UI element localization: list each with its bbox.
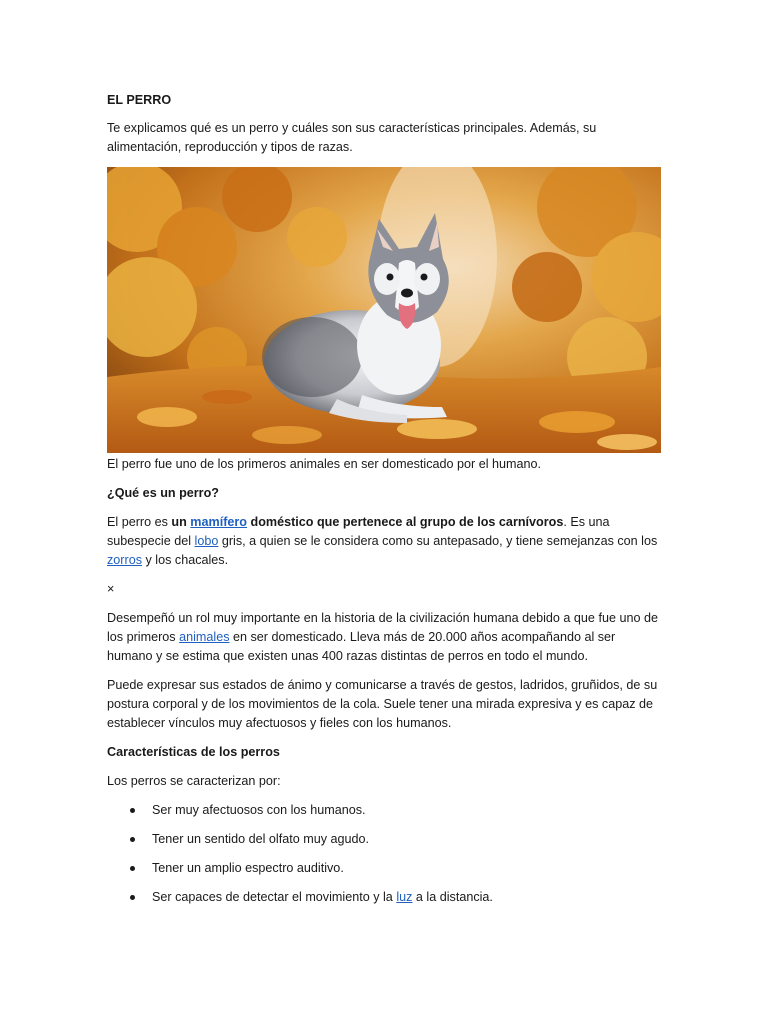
bold-run: un [171, 515, 191, 529]
document-content [107, 91, 663, 917]
list-item: Ser muy afectuosos con los humanos. [107, 801, 663, 820]
image-caption: El perro fue uno de los primeros animales en ser domesticado por el humano. [107, 457, 542, 471]
document-title: EL PERRO [107, 93, 172, 107]
characteristics-list [107, 801, 663, 907]
text-run: gris, a quien se le considera como su antepasado, y tiene semejanzas con los [218, 534, 658, 548]
paragraph-definition [107, 513, 663, 570]
text-run: a la distancia. [412, 890, 493, 904]
list-item: Tener un sentido del olfato muy agudo. [107, 830, 663, 849]
bold-run: doméstico que pertenece al grupo de los carnívoros [247, 515, 564, 529]
paragraph-expression: Puede expresar sus estados de ánimo y comunicarse a través de gestos, ladridos, gruñidos, de su postura corporal y de los movimientos de la cola. Suele tener una mirada expresiva y es capaz de establecer vínculos muy afectuosos y fieles con los humanos. [107, 678, 658, 730]
link-lobo[interactable]: lobo [194, 534, 219, 548]
list-item: Tener un amplio espectro auditivo. [107, 859, 663, 878]
text-run: Desempeñó un rol muy importante en la historia de la civilización humana debido a que fue uno de los primeros [107, 611, 658, 644]
intro-paragraph: Te explicamos qué es un perro y cuáles son sus características principales. Además, su alimentación, reproducción y tipos de razas. [107, 121, 597, 154]
section-heading-what-is: ¿Qué es un perro? [107, 486, 219, 500]
text-run: en ser domesticado. Lleva más de 20.000 años acompañando al ser humano y se estima que existen unas 400 razas distintas de perros en todo el mundo. [107, 630, 616, 663]
characteristics-lead: Los perros se caracterizan por: [107, 774, 281, 788]
link-animales[interactable]: animales [179, 630, 230, 644]
text-run: . Es una subespecie del [107, 515, 610, 548]
paragraph-history [107, 609, 663, 666]
list-item [107, 888, 663, 907]
text-run: y los chacales. [142, 553, 229, 567]
link-zorros[interactable]: zorros [107, 553, 142, 567]
close-mark: × [107, 582, 115, 596]
husky-photo [107, 167, 661, 453]
text-run: Ser capaces de detectar el movimiento y la [152, 890, 397, 904]
section-heading-characteristics: Características de los perros [107, 745, 280, 759]
link-luz[interactable]: luz [396, 890, 413, 904]
text-run: El perro es [107, 515, 172, 529]
link-mamifero[interactable]: mamífero [190, 515, 247, 529]
